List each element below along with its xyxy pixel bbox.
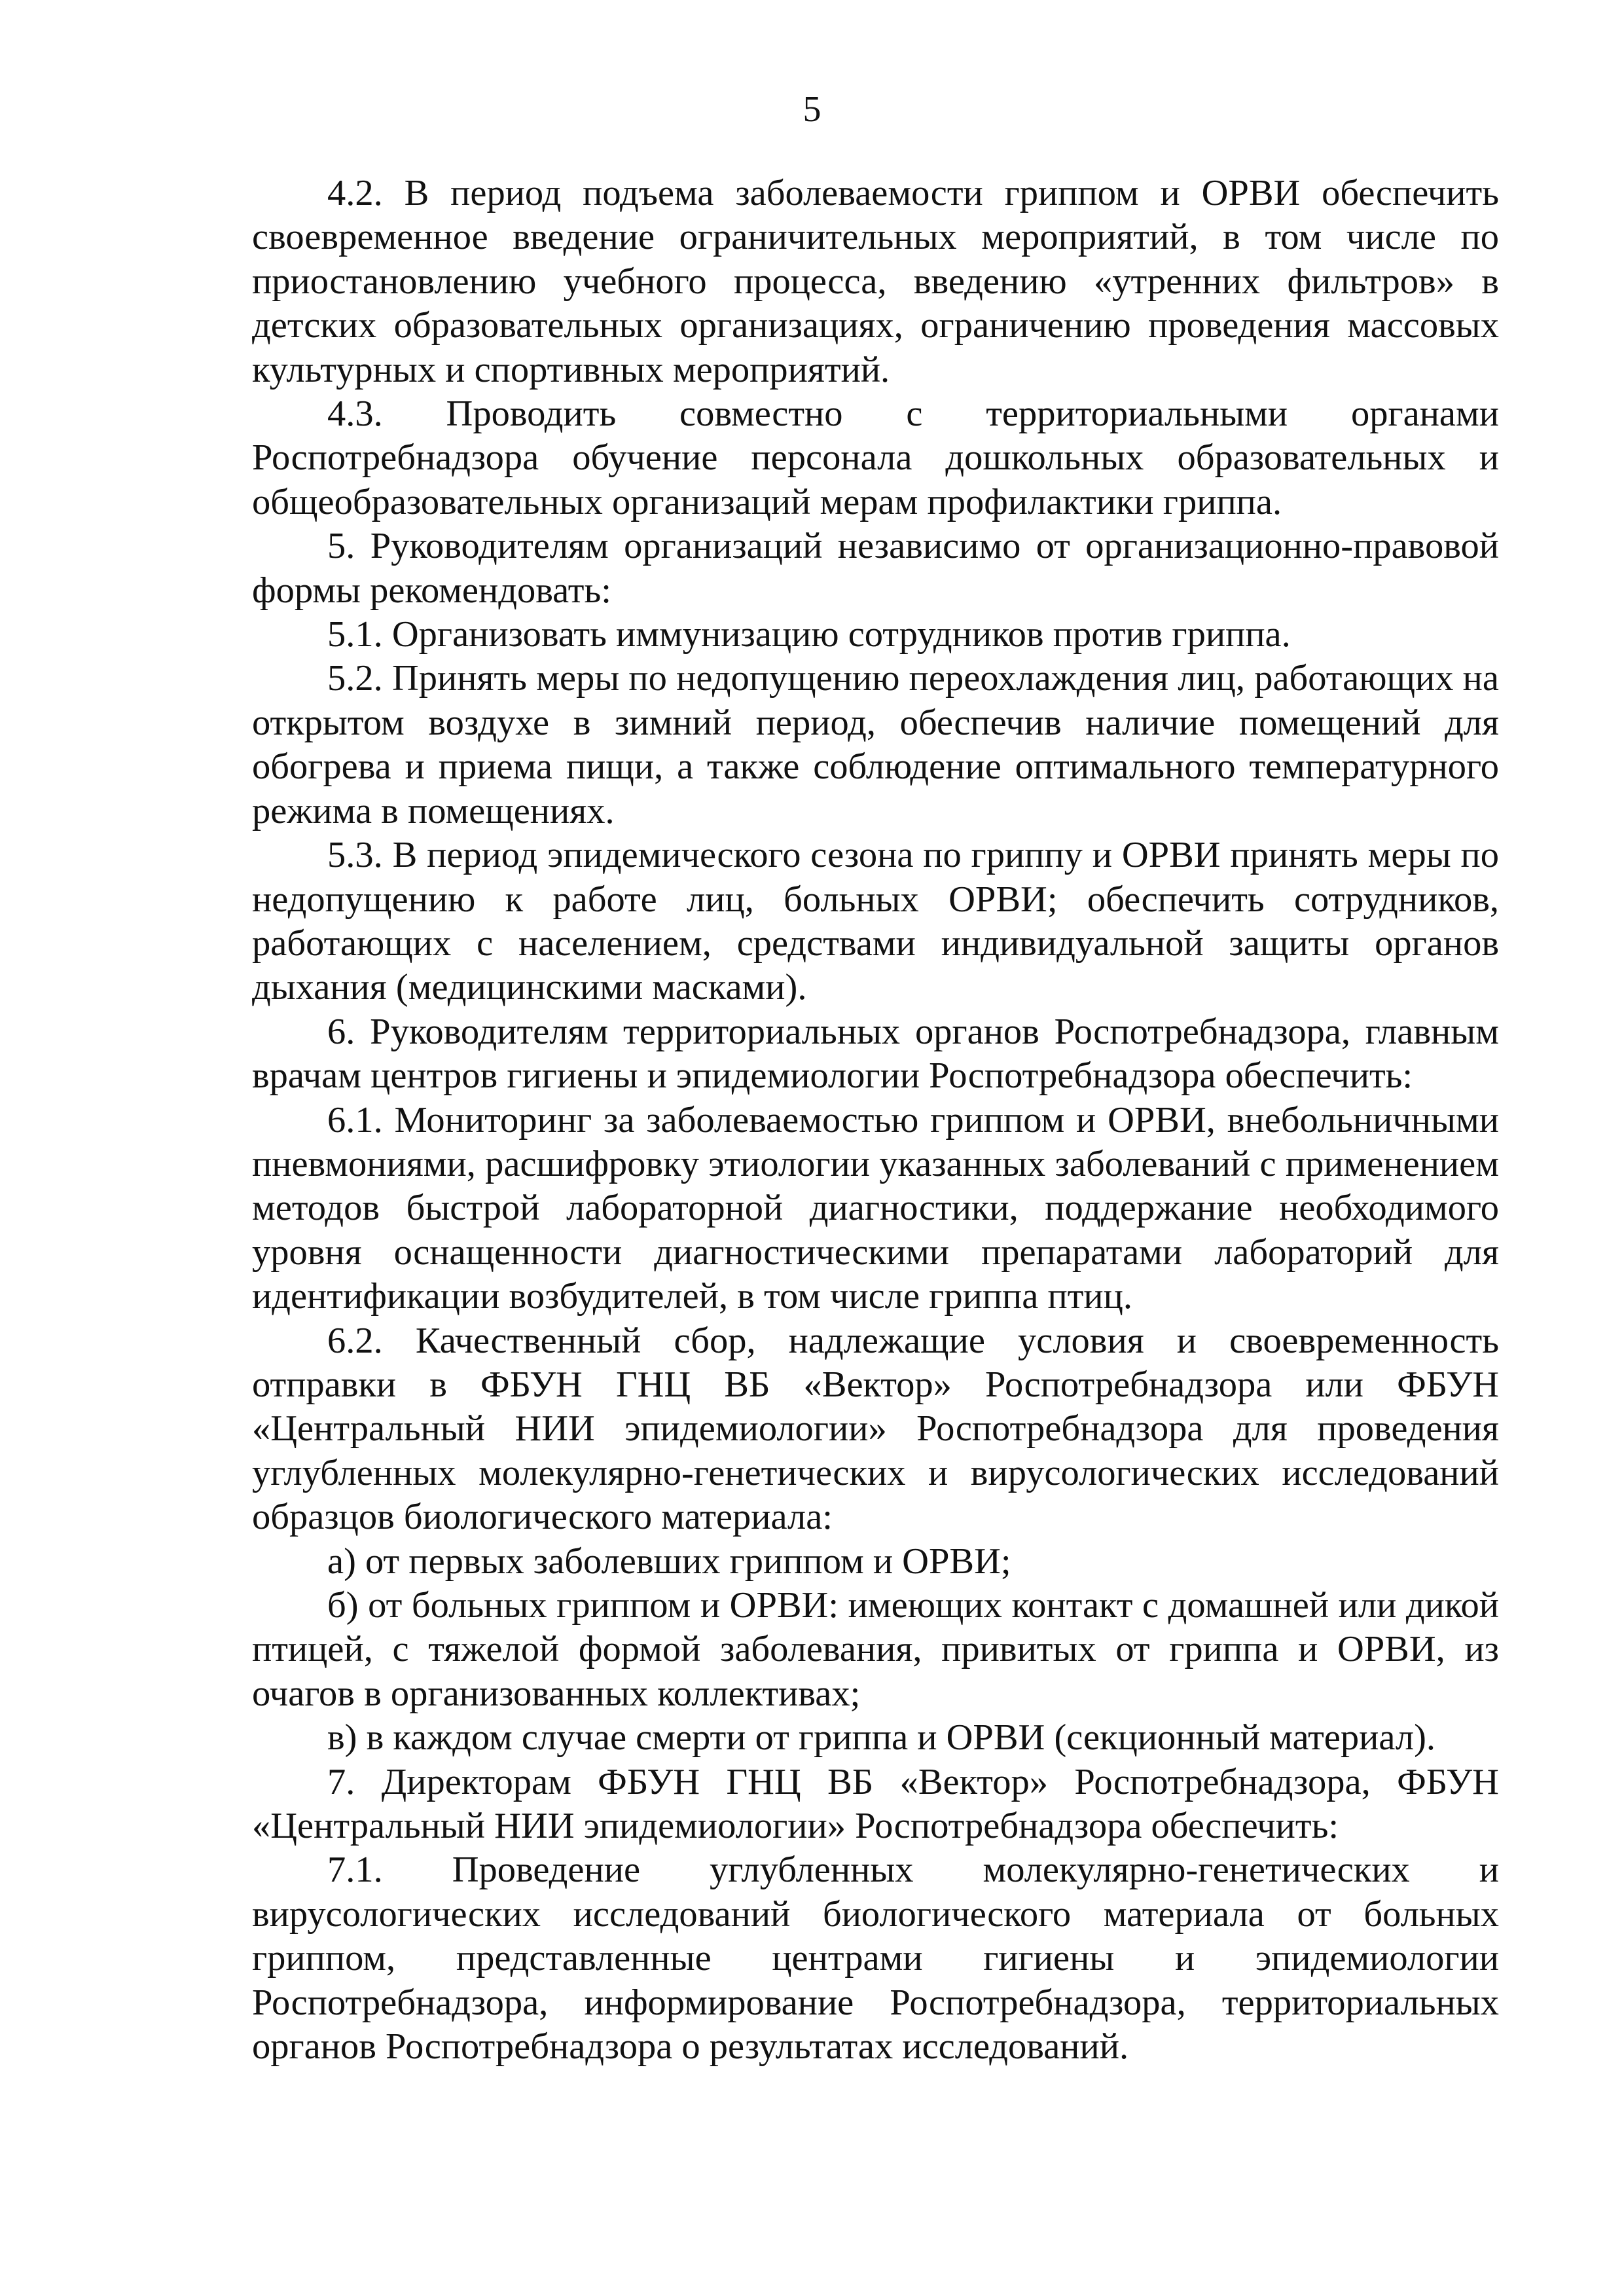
paragraph-4-3: 4.3. Проводить совместно с территориальными органами Роспотребнадзора обучение персонала дошкольных образовательных и общеобразовательных организаций мерам профилактики гриппа. <box>252 393 1499 522</box>
paragraph-5: 5. Руководителям организаций независимо от организационно-правовой формы рекомендовать: <box>252 526 1499 611</box>
list-item-v: в) в каждом случае смерти от гриппа и ОРВИ (секционный материал). <box>327 1717 1436 1758</box>
paragraph-7-1: 7.1. Проведение углубленных молекулярно-генетических и вирусологических исследований биологического материала от больных гриппом, представленные центрами гигиены и эпидемиологии Роспотребнадзора, информирование Роспотребнадзора, территориальных органов Роспотребнадзора о результатах исследований. <box>252 1850 1499 2068</box>
paragraph-5-2: 5.2. Принять меры по недопущению переохлаждения лиц, работающих на открытом воздухе в зимний период, обеспечив наличие помещений для обогрева и приема пищи, а также соблюдение оптимального температурного режима в помещениях. <box>252 658 1499 831</box>
paragraph-6-2: 6.2. Качественный сбор, надлежащие условия и своевременность отправки в ФБУН ГНЦ ВБ «Вектор» Роспотребнадзора или ФБУН «Центральный НИИ эпидемиологии» Роспотребнадзора для проведения углубленных молекулярно-генетических и вирусологических исследований образцов биологического материала: <box>252 1320 1499 1538</box>
list-item-b: б) от больных гриппом и ОРВИ: имеющих контакт с домашней или дикой птицей, с тяжелой формой заболевания, привитых от гриппа и ОРВИ, из очагов в организованных коллективах; <box>252 1585 1499 1714</box>
paragraph-5-3: 5.3. В период эпидемического сезона по гриппу и ОРВИ принять меры по недопущению к работе лиц, больных ОРВИ; обеспечить сотрудников, работающих с населением, средствами индивидуальной защиты органов дыхания (медицинскими масками). <box>252 835 1499 1008</box>
paragraph-6: 6. Руководителям территориальных органов Роспотребнадзора, главным врачам центров гигиены и эпидемиологии Роспотребнадзора обеспечить: <box>252 1011 1499 1097</box>
paragraph-7: 7. Директорам ФБУН ГНЦ ВБ «Вектор» Роспотребнадзора, ФБУН «Центральный НИИ эпидемиологии» Роспотребнадзора обеспечить: <box>252 1761 1499 1847</box>
paragraph-6-1: 6.1. Мониторинг за заболеваемостью гриппом и ОРВИ, внебольничными пневмониями, расшифровку этиологии указанных заболеваний с применением методов быстрой лабораторной диагностики, поддержание необходимого уровня оснащенности диагностическими препаратами лабораторий для идентификации возбудителей, в том числе гриппа птиц. <box>252 1099 1499 1317</box>
page-number: 5 <box>803 89 821 130</box>
document-body <box>252 172 1499 2069</box>
paragraph-4-2: 4.2. В период подъема заболеваемости гриппом и ОРВИ обеспечить своевременное введение ограничительных мероприятий, в том числе по приостановлению учебного процесса, введению «утренних фильтров» в детских образовательных организациях, ограничению проведения массовых культурных и спортивных мероприятий. <box>252 173 1499 390</box>
list-item-a: а) от первых заболевших гриппом и ОРВИ; <box>327 1540 1011 1582</box>
paragraph-5-1: 5.1. Организовать иммунизацию сотрудников против гриппа. <box>327 614 1291 655</box>
